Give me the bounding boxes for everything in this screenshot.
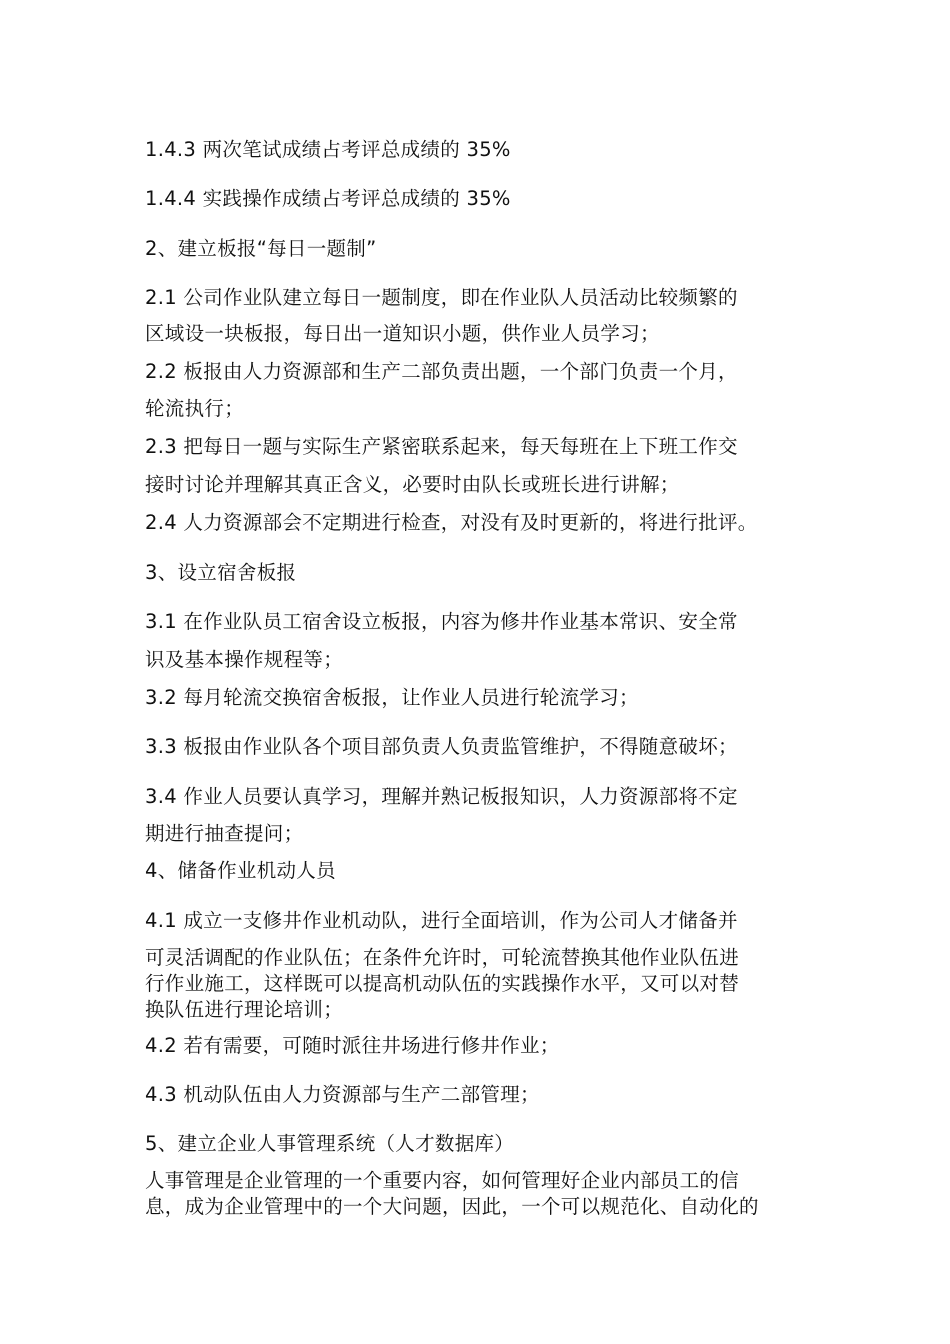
clause-2-1-line-1: 2.1 公司作业队建立每日一题制度，即在作业队人员活动比较频繁的 (145, 286, 738, 309)
clause-4-1-line-3: 行作业施工，这样既可以提高机动队伍的实践操作水平，又可以对替 (145, 972, 740, 995)
clause-1-4-4: 1.4.4 实践操作成绩占考评总成绩的 35% (145, 187, 511, 210)
section-heading-4: 4、储备作业机动人员 (145, 859, 336, 882)
section-heading-5: 5、建立企业人事管理系统（人才数据库） (145, 1132, 515, 1155)
clause-3-4-line-1: 3.4 作业人员要认真学习，理解并熟记板报知识，人力资源部将不定 (145, 785, 738, 808)
clause-2-2-line-1: 2.2 板报由人力资源部和生产二部负责出题，一个部门负责一个月， (145, 360, 738, 383)
clause-4-2: 4.2 若有需要，可随时派往井场进行修井作业； (145, 1034, 560, 1057)
paragraph-5-line-1: 人事管理是企业管理的一个重要内容，如何管理好企业内部员工的信 (145, 1169, 740, 1192)
clause-3-1-line-2: 识及基本操作规程等； (145, 648, 344, 671)
clause-3-1-line-1: 3.1 在作业队员工宿舍设立板报，内容为修井作业基本常识、安全常 (145, 610, 738, 633)
clause-2-3-line-2: 接时讨论并理解其真正含义，必要时由队长或班长进行讲解； (145, 473, 680, 496)
clause-3-3: 3.3 板报由作业队各个项目部负责人负责监管维护，不得随意破坏； (145, 735, 738, 758)
clause-2-4: 2.4 人力资源部会不定期进行检查，对没有及时更新的，将进行批评。 (145, 511, 758, 534)
section-heading-2: 2、建立板报“每日一题制” (145, 237, 377, 260)
clause-3-4-line-2: 期进行抽查提问； (145, 822, 304, 845)
clause-4-1-line-1: 4.1 成立一支修井作业机动队，进行全面培训，作为公司人才储备并 (145, 909, 738, 932)
section-heading-3: 3、设立宿舍板报 (145, 561, 297, 584)
clause-2-1-line-2: 区域设一块板报，每日出一道知识小题，供作业人员学习； (145, 322, 660, 345)
clause-4-1-line-4: 换队伍进行理论培训； (145, 998, 344, 1021)
paragraph-5-line-2: 息，成为企业管理中的一个大问题，因此，一个可以规范化、自动化的 (145, 1195, 759, 1218)
clause-4-1-line-2: 可灵活调配的作业队伍；在条件允许时，可轮流替换其他作业队伍进 (145, 946, 740, 969)
clause-1-4-3: 1.4.3 两次笔试成绩占考评总成绩的 35% (145, 138, 511, 161)
clause-2-3-line-1: 2.3 把每日一题与实际生产紧密联系起来，每天每班在上下班工作交 (145, 435, 738, 458)
clause-2-2-line-2: 轮流执行； (145, 397, 245, 420)
clause-4-3: 4.3 机动队伍由人力资源部与生产二部管理； (145, 1083, 540, 1106)
clause-3-2: 3.2 每月轮流交换宿舍板报，让作业人员进行轮流学习； (145, 686, 639, 709)
